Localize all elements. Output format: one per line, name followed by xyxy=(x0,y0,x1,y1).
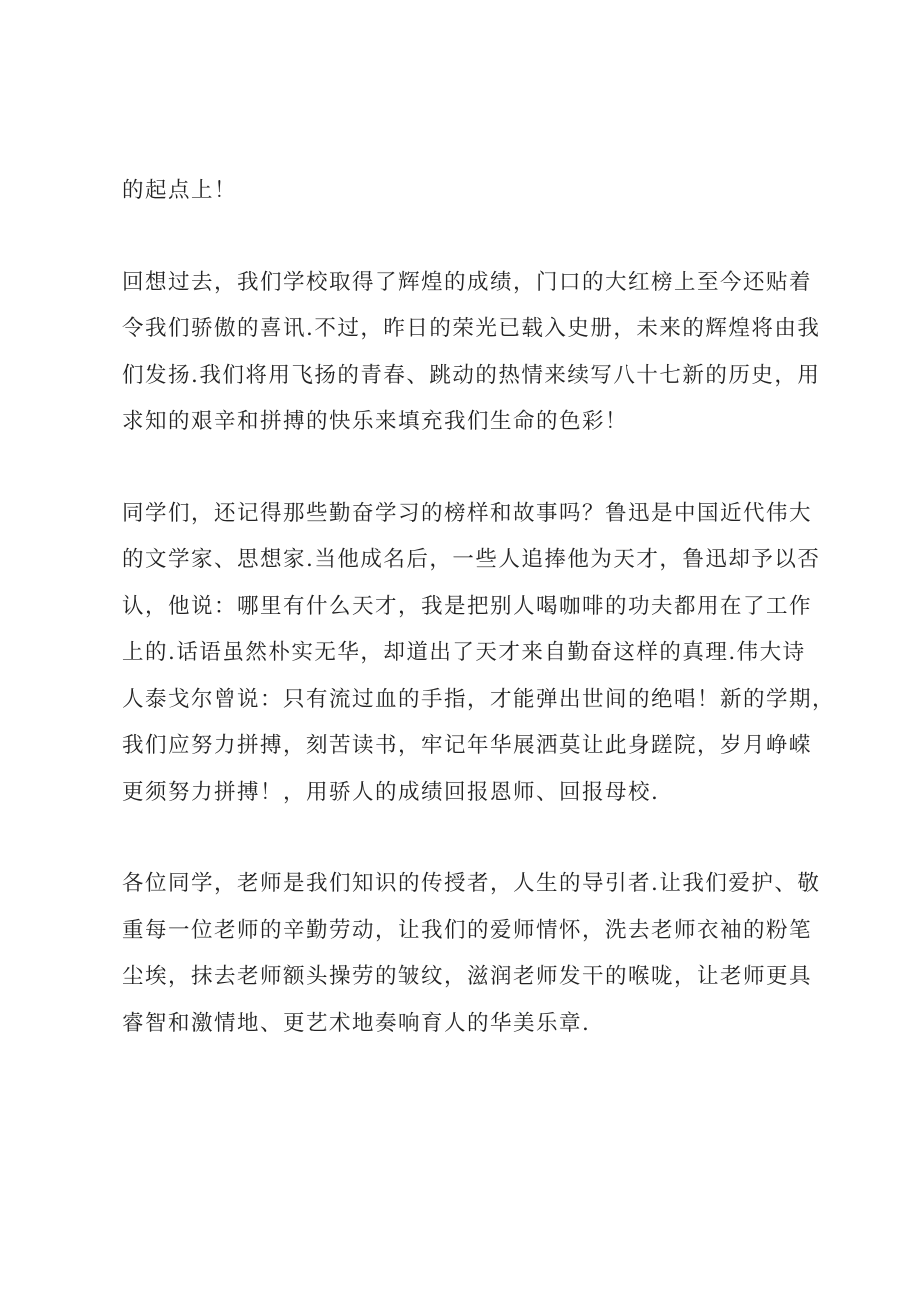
paragraph-4 xyxy=(122,861,827,1047)
text-line: 令我们骄傲的喜讯.不过，昨日的荣光已载入史册，未来的辉煌将由我 xyxy=(122,316,821,341)
text-line: 人泰戈尔曾说：只有流过血的手指，才能弹出世间的绝唱！新的学期， xyxy=(122,686,836,712)
paragraph-1 xyxy=(122,168,827,215)
text-line: 同学们，还记得那些勤奋学习的榜样和故事吗？鲁迅是中国近代伟大 xyxy=(122,500,813,526)
text-line: 各位同学，老师是我们知识的传授者，人生的导引者.让我们爱护、敬 xyxy=(122,871,821,896)
text-line: 的起点上！ xyxy=(122,178,238,203)
text-line: 回想过去，我们学校取得了辉煌的成绩，门口的大红榜上至今还贴着 xyxy=(122,269,813,295)
text-line: 睿智和激情地、更艺术地奏响育人的华美乐章. xyxy=(122,1010,591,1036)
text-line: 更须努力拼搏！，用骄人的成绩回报恩师、回报母校. xyxy=(122,779,660,805)
document-body xyxy=(122,168,836,1092)
text-line: 上的.话语虽然朴实无华，却道出了天才来自勤奋这样的真理.伟大诗 xyxy=(122,640,806,665)
text-line: 认，他说：哪里有什么天才，我是把别人喝咖啡的功夫都用在了工作 xyxy=(122,593,813,619)
text-line: 尘埃，抹去老师额头操劳的皱纹，滋润老师发干的喉咙，让老师更具 xyxy=(122,964,813,989)
paragraph-2 xyxy=(122,260,827,446)
text-line: 重每一位老师的辛勤劳动，让我们的爱师情怀，洗去老师衣袖的粉笔 xyxy=(122,917,813,943)
text-line: 的文学家、思想家.当他成名后，一些人追捧他为天才，鲁迅却予以否 xyxy=(122,547,821,572)
paragraph-3 xyxy=(122,491,836,817)
text-line: 我们应努力拼搏，刻苦读书，牢记年华展洒莫让此身蹉院，岁月峥嵘 xyxy=(122,733,813,758)
text-line: 们发扬.我们将用飞扬的青春、跳动的热情来续写八十七新的历史，用 xyxy=(122,362,821,388)
text-line: 求知的艰辛和拼搏的快乐来填充我们生命的色彩！ xyxy=(122,409,629,434)
